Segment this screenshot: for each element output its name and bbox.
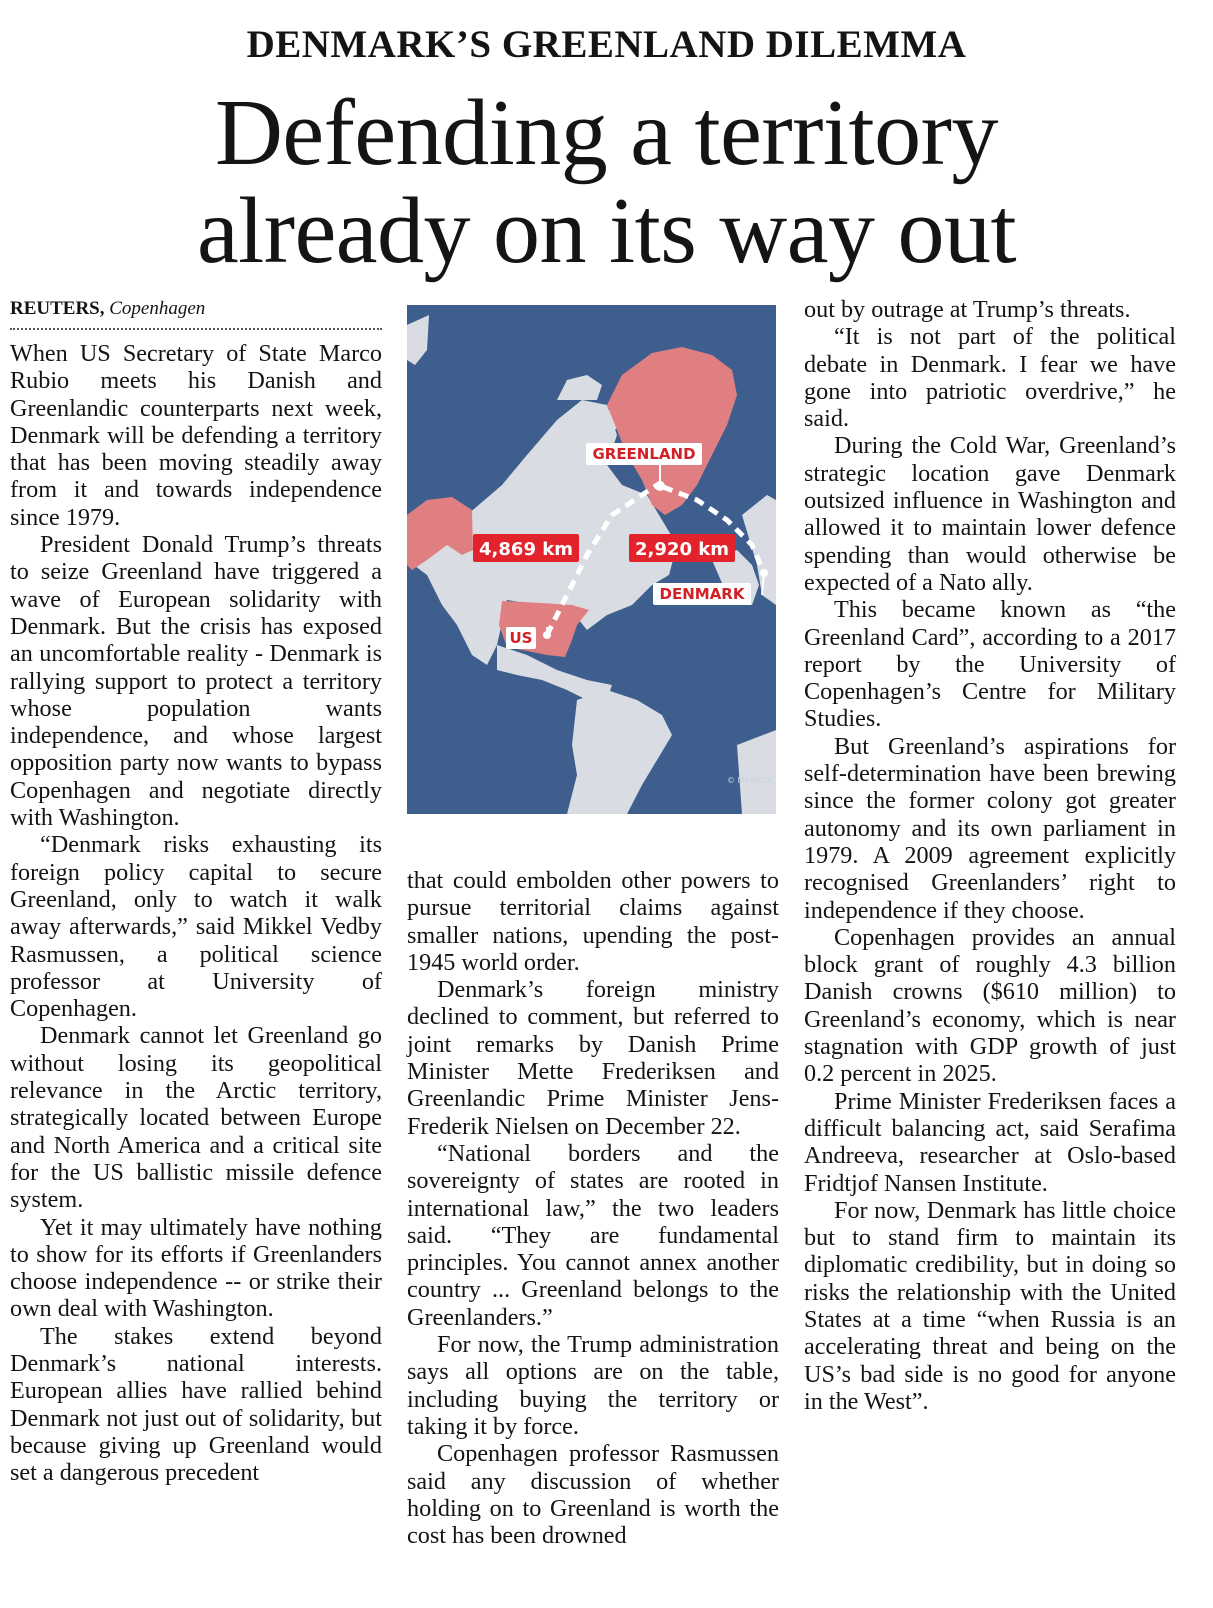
- label-denmark: [653, 583, 751, 605]
- paragraph: “It is not part of the political debate in Denmark. I fear we have gone into patriotic overdrive,” he said.: [804, 323, 1176, 433]
- paragraph: Denmark’s foreign ministry declined to comment, but referred to joint remarks by Danish Prime Minister Mette Frederiksen and Greenlandic Prime Minister Jens-Frederik Nielsen on December 22.: [407, 976, 779, 1140]
- paragraph: For now, the Trump administration says all options are on the table, including buying the territory or taking it by force.: [407, 1331, 779, 1440]
- paragraph: This became known as “the Greenland Card”, according to a 2017 report by the University of Copenhagen’s Centre for Military Studies.: [804, 596, 1176, 733]
- byline: [10, 296, 382, 330]
- paragraph: that could embolden other powers to pursue territorial claims against smaller nations, upending the post-1945 world order.: [407, 867, 779, 976]
- map-credit: © MAPBOX: [727, 776, 772, 785]
- svg-text:DENMARK: DENMARK: [659, 585, 745, 603]
- greenland-map: [407, 305, 776, 814]
- paragraph: “Denmark risks exhausting its foreign policy capital to secure Greenland, only to watch it walk away afterwards,” said Mikkel Vedby Rasmussen, a political science professor at University of Copenhagen.: [10, 831, 382, 1023]
- article-column-2: [407, 867, 779, 1549]
- paragraph: Yet it may ultimately have nothing to show for its efforts if Greenlanders choose independence -- or strike their own deal with Washington.: [10, 1213, 382, 1323]
- paragraph: Copenhagen provides an annual block grant of roughly 4.3 billion Danish crowns ($610 million) to Greenland’s economy, which is near stagnation with GDP growth of just 0.2 percent in 2025.: [804, 923, 1176, 1088]
- paragraph: “National borders and the sovereignty of states are rooted in international law,” the two leaders said. “They are fundamental principles. You cannot annex another country ... Greenland belongs to the Greenlanders.”: [407, 1139, 779, 1331]
- section-kicker: DENMARK’S GREENLAND DILEMMA: [246, 23, 967, 66]
- article-column-1: [10, 296, 382, 1486]
- paragraph: Copenhagen professor Rasmussen said any discussion of whether holding on to Greenland is worth the cost has been drowned: [407, 1440, 779, 1550]
- headline-line-2: already on its way out: [196, 179, 1017, 283]
- headline-line-1: Defending a territory: [215, 81, 998, 185]
- byline-location: Copenhagen: [109, 298, 206, 319]
- paragraph: But Greenland’s aspirations for self-determination have been brewing since the former colony got greater autonomy and its own parliament in 1979. A 2009 agreement explicitly recognised Greenlanders’ right to independence if they choose.: [804, 732, 1176, 924]
- paragraph: President Donald Trump’s threats to seize Greenland have triggered a wave of European solidarity with Denmark. But the crisis has exposed an uncomfortable reality - Denmark is rallying support to protect a territory whose population wants independence, and whose largest opposition party now wants to bypass Copenhagen and negotiate directly with Washington.: [10, 531, 382, 832]
- paragraph: During the Cold War, Greenland’s strategic location gave Denmark outsized influence in Washington and allowed it to maintain lower defence spending than would otherwise be expected of a Nato ally.: [804, 432, 1176, 596]
- paragraph: out by outrage at Trump’s threats.: [804, 296, 1131, 323]
- headline: [0, 81, 1213, 283]
- label-distance-us: [473, 534, 579, 562]
- svg-text:4,869 km: 4,869 km: [479, 539, 573, 560]
- svg-text:GREENLAND: GREENLAND: [592, 445, 696, 463]
- label-greenland: [586, 443, 702, 465]
- paragraph: For now, Denmark has little choice but to stand firm to maintain its diplomatic credibility, but in doing so risks the relationship with the United States at a time “when Russia is an accelerating threat and being on the US’s bad side is no good for anyone in the West”.: [804, 1196, 1176, 1415]
- article-column-3: [804, 296, 1176, 1415]
- paragraph: When US Secretary of State Marco Rubio meets his Danish and Greenlandic counterparts next week, Denmark will be defending a territory that has been moving steadily away from it and towards independence since 1979.: [10, 340, 382, 531]
- label-us: [506, 627, 536, 649]
- paragraph: Prime Minister Frederiksen faces a difficult balancing act, said Serafima Andreeva, researcher at Oslo-based Fridtjof Nansen Institute.: [804, 1087, 1176, 1197]
- map-graphic: [407, 305, 776, 814]
- paragraph: The stakes extend beyond Denmark’s national interests. European allies have rallied behind Denmark not just out of solidarity, but because giving up Greenland would set a dangerous precedent: [10, 1322, 382, 1487]
- svg-text:US: US: [509, 629, 533, 647]
- byline-agency: REUTERS,: [10, 298, 105, 319]
- label-distance-denmark: [629, 534, 735, 562]
- svg-text:2,920 km: 2,920 km: [635, 539, 729, 560]
- paragraph: Denmark cannot let Greenland go without losing its geopolitical relevance in the Arctic territory, strategically located between Europe and North America and a critical site for the US ballistic missile defence system.: [10, 1022, 382, 1214]
